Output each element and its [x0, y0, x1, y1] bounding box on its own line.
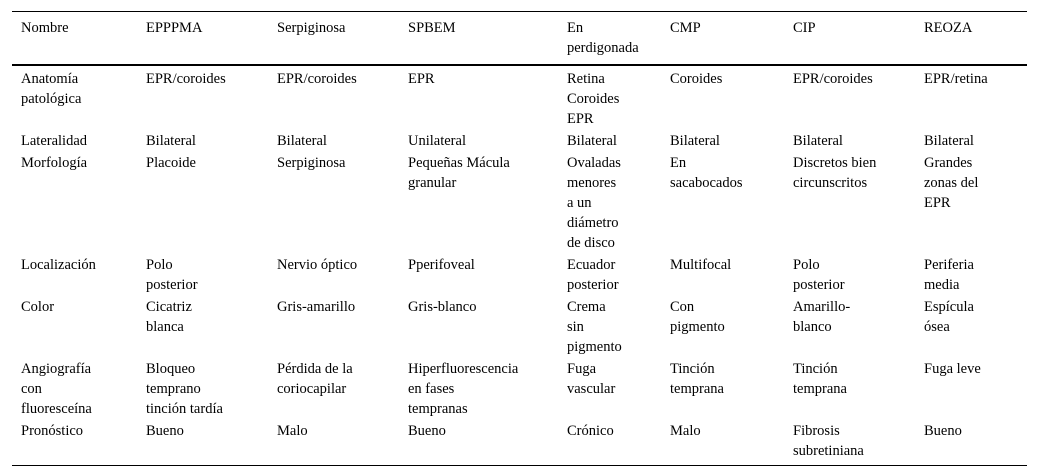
- table-cell: Bilateral: [670, 133, 720, 149]
- row-label: Angiografía con fluoresceína: [21, 361, 92, 417]
- row-label: Pronóstico: [21, 423, 84, 439]
- table-cell: Unilateral: [408, 133, 466, 149]
- table-cell: Amarillo- blanco: [793, 299, 851, 335]
- table-cell: Polo posterior: [793, 257, 845, 293]
- table-cell: Placoide: [146, 155, 196, 171]
- table-cell: Coroides: [670, 71, 723, 87]
- table-header: [12, 12, 1027, 66]
- column-header-cip: CIP: [793, 20, 816, 36]
- table-cell: Bilateral: [277, 133, 327, 149]
- table-row-anatomia-patologica: [12, 65, 1027, 131]
- column-header-spbem: SPBEM: [408, 20, 456, 36]
- column-header-cmp: CMP: [670, 20, 701, 36]
- table-row-localizacion: [12, 255, 1027, 297]
- table-row-angiografia-con-fluoresceina: [12, 359, 1027, 421]
- table-cell: Fibrosis subretiniana: [793, 423, 864, 459]
- table-cell: Fuga leve: [924, 361, 981, 377]
- table-cell: Tinción temprana: [670, 361, 724, 397]
- table-cell: Grandes zonas del EPR: [924, 155, 979, 211]
- header-row: [12, 12, 1027, 66]
- table-cell: Crema sin pigmento: [567, 299, 622, 355]
- table-cell: Multifocal: [670, 257, 732, 273]
- table-cell: Bueno: [408, 423, 446, 439]
- table-cell: Bloqueo temprano tinción tardía: [146, 361, 223, 417]
- table-cell: Bilateral: [146, 133, 196, 149]
- table-body: [12, 65, 1027, 466]
- table-row-pronostico: [12, 421, 1027, 466]
- table-cell: Gris-blanco: [408, 299, 477, 315]
- table-cell: EPR/coroides: [146, 71, 226, 87]
- table-cell: EPR/coroides: [277, 71, 357, 87]
- comparison-table: [12, 11, 1027, 466]
- table-row-color: [12, 297, 1027, 359]
- table-cell: Bueno: [146, 423, 184, 439]
- table-cell: Fuga vascular: [567, 361, 616, 397]
- table-cell: Tinción temprana: [793, 361, 847, 397]
- column-header-reoza: REOZA: [924, 20, 973, 36]
- column-header-en-perdigonada: En perdigonada: [567, 20, 639, 56]
- table-cell: Malo: [277, 423, 308, 439]
- table-cell: Crónico: [567, 423, 614, 439]
- column-header-epppma: EPPPMA: [146, 20, 203, 36]
- table-cell: Discretos bien circunscritos: [793, 155, 877, 191]
- table-cell: Serpiginosa: [277, 155, 346, 171]
- table-cell: Polo posterior: [146, 257, 198, 293]
- table-cell: Cicatriz blanca: [146, 299, 192, 335]
- row-label: Morfología: [21, 155, 88, 171]
- table-cell: Periferia media: [924, 257, 974, 293]
- row-label: Color: [21, 299, 55, 315]
- comparison-table-container: [12, 11, 1027, 466]
- table-cell: Gris-amarillo: [277, 299, 356, 315]
- table-cell: EPR/coroides: [793, 71, 873, 87]
- column-header-nombre: Nombre: [21, 20, 69, 36]
- row-label: Lateralidad: [21, 133, 88, 149]
- table-cell: Ecuador posterior: [567, 257, 619, 293]
- table-cell: Bueno: [924, 423, 962, 439]
- table-cell: Espícula ósea: [924, 299, 974, 335]
- table-cell: Ovaladas menores a un diámetro de disco: [567, 155, 621, 251]
- table-row-morfologia: [12, 153, 1027, 255]
- table-cell: Pérdida de la coriocapilar: [277, 361, 353, 397]
- table-cell: EPR: [408, 71, 435, 87]
- column-header-serpiginosa: Serpiginosa: [277, 20, 346, 36]
- table-cell: En sacabocados: [670, 155, 743, 191]
- table-cell: Pperifoveal: [408, 257, 475, 273]
- table-cell: Con pigmento: [670, 299, 725, 335]
- table-cell: Pequeñas Mácula granular: [408, 155, 510, 191]
- table-cell: Malo: [670, 423, 701, 439]
- table-cell: Hiperfluorescencia en fases tempranas: [408, 361, 519, 417]
- table-cell: Bilateral: [567, 133, 617, 149]
- table-row-lateralidad: [12, 131, 1027, 153]
- row-label: Anatomía patológica: [21, 71, 82, 107]
- table-cell: Retina Coroides EPR: [567, 71, 620, 127]
- table-cell: Bilateral: [793, 133, 843, 149]
- table-cell: EPR/retina: [924, 71, 988, 87]
- table-cell: Bilateral: [924, 133, 974, 149]
- table-cell: Nervio óptico: [277, 257, 358, 273]
- row-label: Localización: [21, 257, 96, 273]
